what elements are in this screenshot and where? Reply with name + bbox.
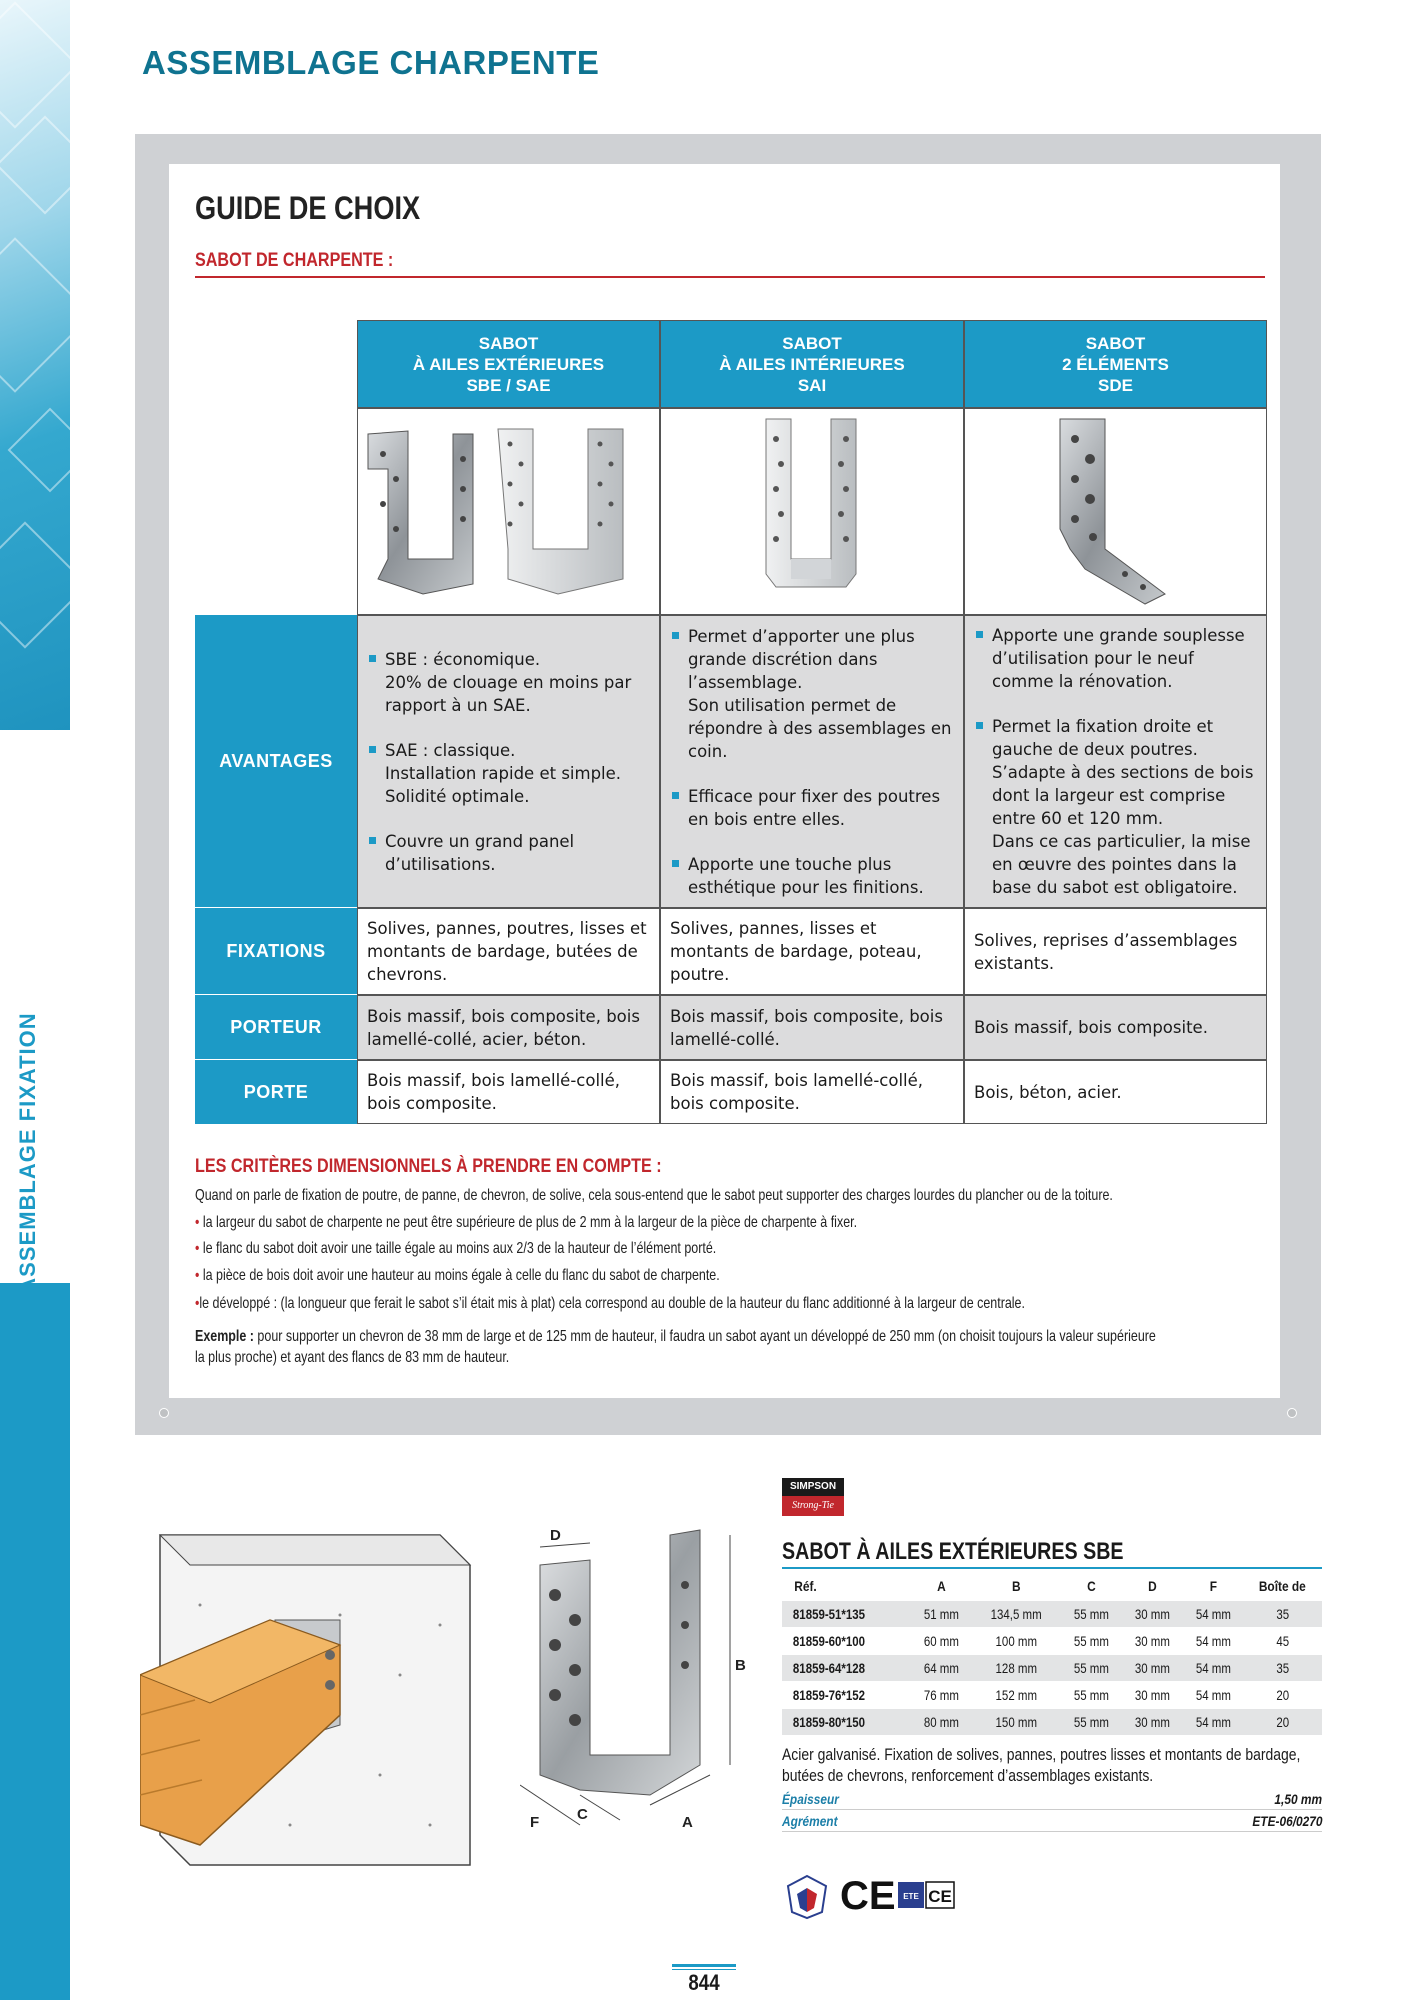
porte-sai-cell: Bois massif, bois lamellé-collé, bois composite. [660, 1060, 964, 1124]
product-reference-table [782, 1572, 1322, 1735]
avantages-sai-cell: Permet d’apporter une plus grande discrétion dans l’assemblage. Son utilisation permet de répondre à des assemblages en coin. Efficace pour fixer des poutres en bois entre elles. Apporte une touche plus esthétique pour les finitions. [660, 615, 964, 908]
table-header: Réf. [794, 1577, 817, 1594]
criteria-bullet: • la pièce de bois doit avoir une hauteur au moins égale à celle du flanc du sabot de charpente. [195, 1267, 720, 1284]
simpson-strong-tie-logo: SIMPSON Strong-Tie [782, 1478, 844, 1518]
table-header: D [1147, 1577, 1157, 1594]
side-band-bottom [0, 1283, 70, 2000]
criteria-bullet: •le développé : (la longueur que ferait le sabot s’il était mis à plat) cela correspond au double de la hauteur du flanc additionné à la largeur de centrale. [195, 1295, 1025, 1312]
side-section-label: ASSEMBLAGE FIXATION [15, 1012, 40, 1294]
avantages-sbe-sae-cell: SBE : économique. 20% de clouage en moins par rapport à un SAE. SAE : classique. Installation rapide et simple. Solidité optimale. Couvre un grand panel d’utilisations. [357, 615, 660, 908]
avantages-sde-cell: Apporte une grande souplesse d’utilisation pour le neuf comme la rénovation. Permet la fixation droite et gauche de deux poutres. S’adapte à des sections de bois dont la largeur est comprise entre 60 et 120 mm. Dans ce cas particulier, la mise en œuvre des pointes dans la base du sabot est obligatoire. [964, 615, 1267, 908]
table-header: F [1209, 1577, 1217, 1594]
thickness-spec: Épaisseur 1,50 mm [782, 1788, 1322, 1810]
column-header-sde: SABOT 2 ÉLÉMENTS SDE [964, 320, 1267, 408]
ete-mark-label: ETE [903, 1892, 919, 1901]
criteria-intro: Quand on parle de fixation de poutre, de panne, de chevron, de solive, cela sous-entend que le sabot peut supporter des charges lourdes du plancher ou de la toiture. [195, 1187, 1113, 1204]
row-label-avantages: AVANTAGES [195, 615, 357, 908]
page-number-bar [672, 1964, 736, 1967]
table-header: C [1086, 1577, 1096, 1594]
product-description: Acier galvanisé. Fixation de solives, pannes, poutres lisses et montants de bardage, butées de chevrons, renforcement d’assemblages existants. [782, 1745, 1301, 1785]
page-title: ASSEMBLAGE CHARPENTE [142, 44, 600, 81]
approval-spec: Agrément ETE-06/0270 [782, 1810, 1322, 1832]
ete-ce-certification-icon [896, 1872, 956, 1920]
row-label-porteur: PORTEUR [195, 995, 357, 1060]
france-certification-icon [782, 1872, 832, 1920]
product-title-divider [782, 1567, 1322, 1569]
sai-product-image [660, 408, 964, 615]
porteur-sbe-sae-cell: Bois massif, bois composite, bois lamellé-collé, acier, béton. [357, 995, 660, 1060]
table-row: 81859-76*152 76 mm 152 mm 55 mm 30 mm 54 mm 20 [782, 1681, 1322, 1708]
row-label-fixations: FIXATIONS [195, 908, 357, 995]
column-header-sbe-sae: SABOT À AILES EXTÉRIEURES SBE / SAE [357, 320, 660, 408]
table-row: 81859-64*128 64 mm 128 mm 55 mm 30 mm 54 mm 35 [782, 1654, 1322, 1681]
porteur-sai-cell: Bois massif, bois composite, bois lamellé-collé. [660, 995, 964, 1060]
table-header: Boîte de [1259, 1577, 1307, 1594]
small-ce-mark-label: CE [928, 1887, 952, 1906]
sde-product-image [964, 408, 1267, 615]
criteria-example: Exemple : pour supporter un chevron de 38 mm de large et de 125 mm de hauteur, il faudra un sabot ayant un développé de 250 mm (on choisit toujours la valeur supérieure [195, 1328, 1156, 1345]
fixations-sbe-sae-cell: Solives, pannes, poutres, lisses et montants de bardage, butées de chevrons. [357, 908, 660, 995]
table-row: 81859-80*150 80 mm 150 mm 55 mm 30 mm 54 mm 20 [782, 1708, 1322, 1735]
criteria-bullet: • le flanc du sabot doit avoir une taille égale au moins aux 2/3 de la hauteur de l’élément porté. [195, 1240, 717, 1257]
table-header: B [1012, 1577, 1021, 1594]
dimension-label-c: C [577, 1806, 588, 1823]
criteria-bullet: • la largeur du sabot de charpente ne peut être supérieure de plus de 2 mm à la largeur de la pièce de charpente à fixer. [195, 1214, 858, 1231]
installation-illustration [140, 1525, 480, 1875]
row-label-porte: PORTE [195, 1060, 357, 1124]
product-dimension-diagram [520, 1525, 760, 1845]
criteria-title: LES CRITÈRES DIMENSIONNELS À PRENDRE EN COMPTE : [195, 1156, 662, 1177]
dimension-label-a: A [682, 1814, 693, 1831]
column-header-sai: SABOT À AILES INTÉRIEURES SAI [660, 320, 964, 408]
table-row: 81859-51*135 51 mm 134,5 mm 55 mm 30 mm 54 mm 35 [782, 1600, 1322, 1627]
dimension-label-b: B [735, 1657, 746, 1674]
product-title: SABOT À AILES EXTÉRIEURES SBE [782, 1538, 1124, 1565]
porteur-sde-cell: Bois massif, bois composite. [964, 995, 1267, 1060]
porte-sde-cell: Bois, béton, acier. [964, 1060, 1267, 1124]
ce-mark-icon: CE [840, 1874, 896, 1918]
fixations-sde-cell: Solives, reprises d’assemblages existants. [964, 908, 1267, 995]
sbe-sae-product-image [357, 408, 660, 615]
porte-sbe-sae-cell: Bois massif, bois lamellé-collé, bois composite. [357, 1060, 660, 1124]
fixations-sai-cell: Solives, pannes, lisses et montants de bardage, poteau, poutre. [660, 908, 964, 995]
page-number: 844 [688, 1970, 720, 1995]
table-row: 81859-60*100 60 mm 100 mm 55 mm 30 mm 54 mm 45 [782, 1627, 1322, 1654]
side-band-decoration [0, 0, 70, 730]
guide-divider [195, 276, 1265, 278]
dimension-label-d: D [550, 1527, 561, 1544]
dimension-label-f: F [530, 1814, 540, 1831]
criteria-example-continued: la plus proche) et ayant des flancs de 83 mm de hauteur. [195, 1349, 510, 1366]
guide-subtitle: SABOT DE CHARPENTE : [195, 250, 394, 271]
guide-title: GUIDE DE CHOIX [195, 190, 421, 226]
table-header: A [937, 1577, 947, 1594]
